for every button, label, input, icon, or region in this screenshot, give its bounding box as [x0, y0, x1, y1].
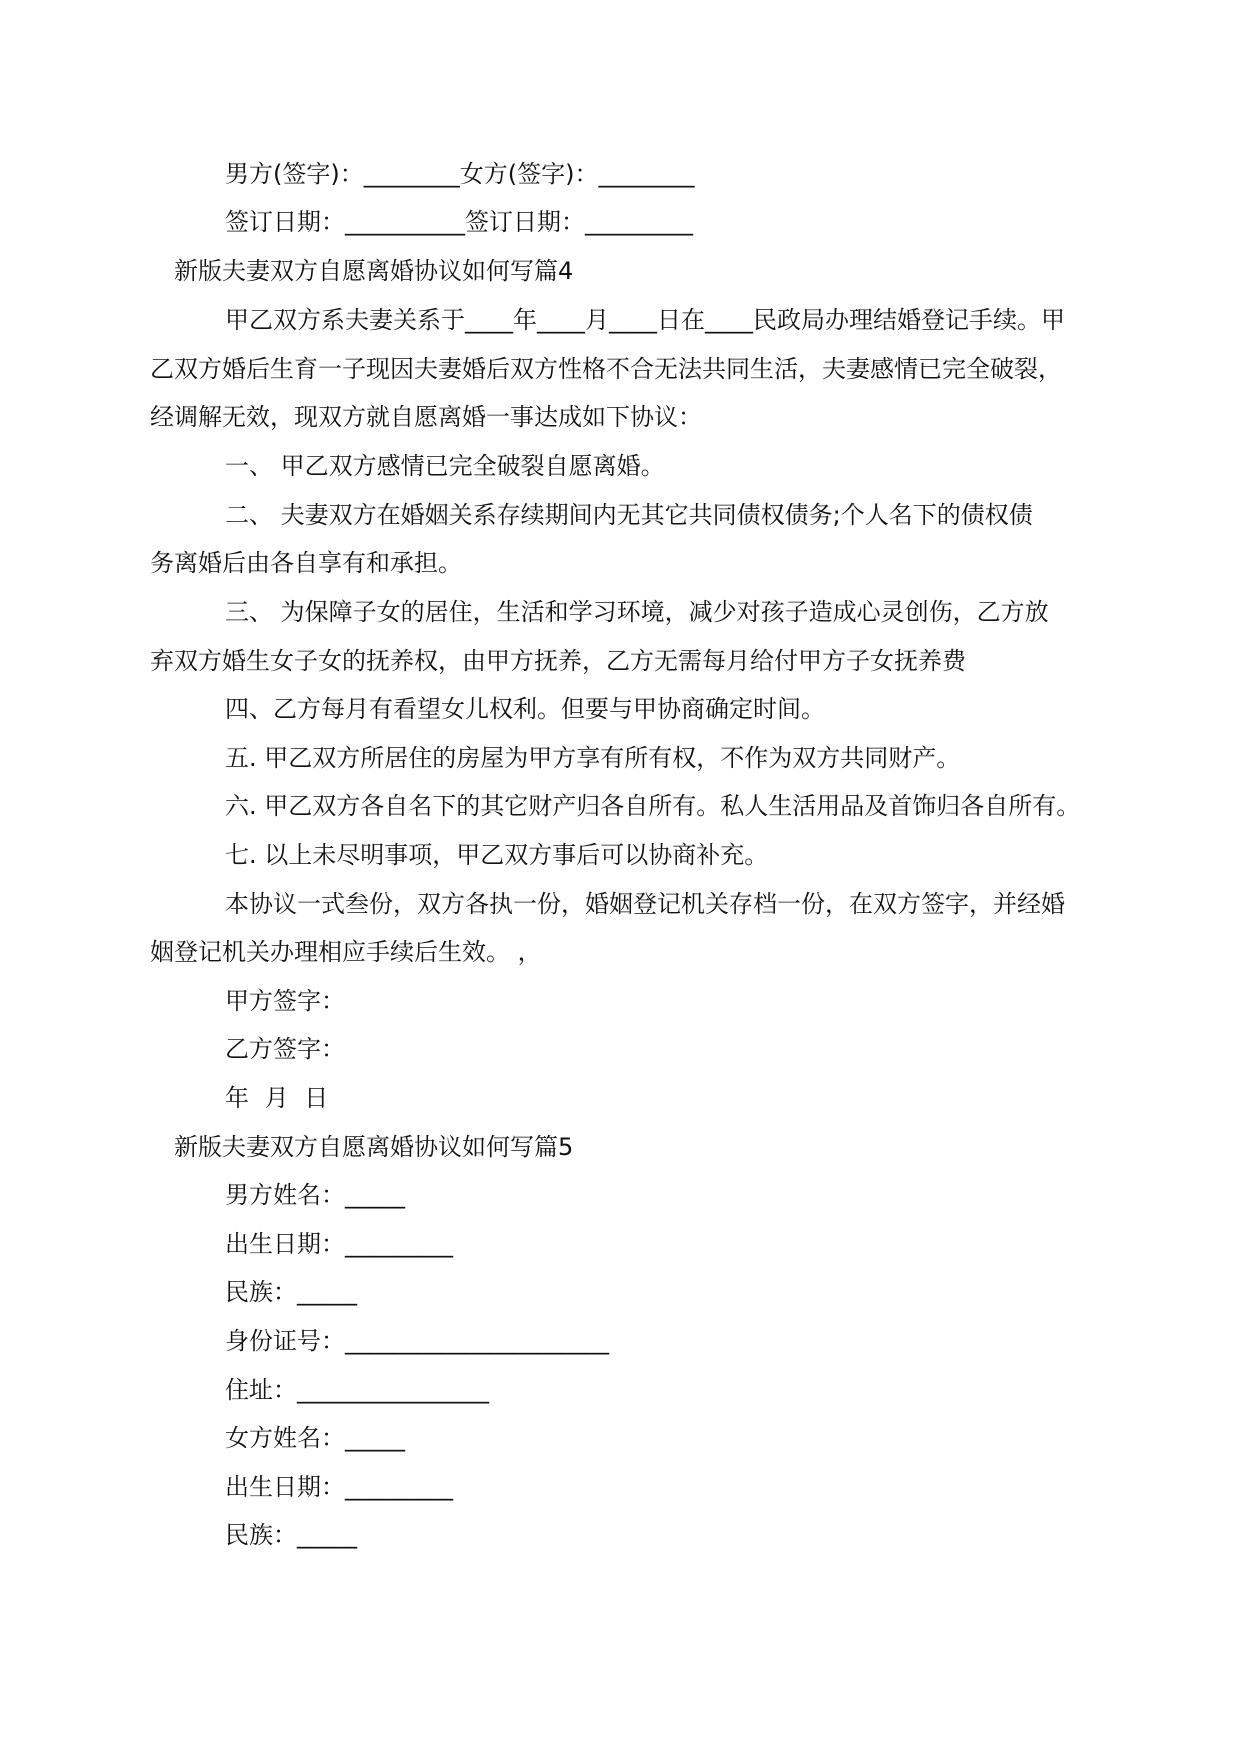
- male-address-field: 住址：________________: [225, 1376, 489, 1404]
- clause-2-line2: 务离婚后由各自享有和承担。: [150, 549, 462, 577]
- male-ethnicity-field: 民族：_____: [225, 1278, 357, 1306]
- section4-intro-line3: 经调解无效，现双方就自愿离婚一事达成如下协议：: [150, 403, 702, 431]
- clause-3-line2: 弃双方婚生女子女的抚养权，由甲方抚养，乙方无需每月给付甲方子女抚养费: [150, 647, 966, 675]
- clause-5: 五. 甲乙双方所居住的房屋为甲方享有所有权，不作为双方共同财产。: [225, 744, 961, 772]
- closing-line1: 本协议一式叁份，双方各执一份，婚姻登记机关存档一份，在双方签字，并经婚: [225, 890, 1065, 918]
- clause-6: 六. 甲乙双方各自名下的其它财产归各自所有。私人生活用品及首饰归各自所有。: [225, 792, 1081, 820]
- clause-1: 一、 甲乙双方感情已完全破裂自愿离婚。: [225, 452, 665, 480]
- female-ethnicity-field: 民族：_____: [225, 1521, 357, 1549]
- male-birthdate-field: 出生日期：_________: [225, 1230, 453, 1258]
- party-b-signature: 乙方签字：: [225, 1035, 345, 1063]
- clause-2-line1: 二、 夫妻双方在婚姻关系存续期间内无其它共同债权债务;个人名下的债权债: [225, 501, 1033, 529]
- male-id-number-field: 身份证号：______________________: [225, 1327, 609, 1355]
- clause-7: 七. 以上未尽明事项，甲乙双方事后可以协商补充。: [225, 841, 769, 869]
- section4-heading: 新版夫妻双方自愿离婚协议如何写篇4: [174, 257, 574, 285]
- section4-intro-line1: 甲乙双方系夫妻关系于____年____月____日在____民政局办理结婚登记手续。甲: [225, 306, 1065, 334]
- closing-line2: 姻登记机关办理相应手续后生效。 ，: [150, 938, 542, 966]
- section5-heading: 新版夫妻双方自愿离婚协议如何写篇5: [174, 1133, 574, 1161]
- date-line: 年 月 日: [225, 1084, 329, 1112]
- sign-date-line-top: 签订日期：__________签订日期：_________: [225, 208, 693, 236]
- female-name-field: 女方姓名：_____: [225, 1424, 405, 1452]
- female-birthdate-field: 出生日期：_________: [225, 1473, 453, 1501]
- clause-3-line1: 三、 为保障子女的居住，生活和学习环境，减少对孩子造成心灵创伤，乙方放: [225, 598, 1049, 626]
- section4-intro-line2: 乙双方婚后生育一子现因夫妻婚后双方性格不合无法共同生活，夫妻感情已完全破裂，: [150, 355, 1062, 383]
- signature-line-top: 男方(签字)：________女方(签字)：________: [225, 160, 695, 188]
- clause-4: 四、乙方每月有看望女儿权利。但要与甲协商确定时间。: [225, 695, 825, 723]
- male-name-field: 男方姓名：_____: [225, 1181, 405, 1209]
- party-a-signature: 甲方签字：: [225, 987, 345, 1015]
